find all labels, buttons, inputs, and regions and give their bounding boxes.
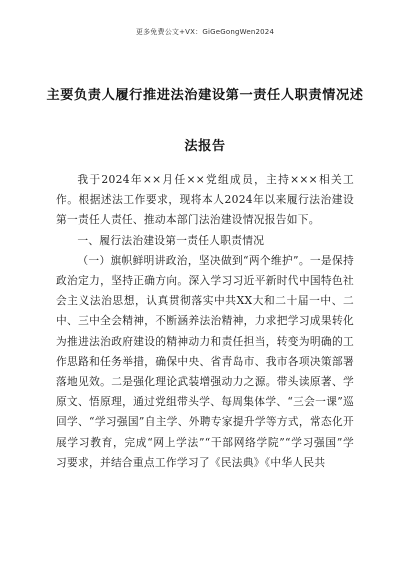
header-note: 更多免费公文+VX：GiGeGongWen2024: [135, 28, 275, 36]
document-title: 主要负责人履行推进法治建设第一责任人职责情况述法报告: [46, 88, 364, 154]
body-paragraph: （一）旗帜鲜明讲政治，坚决做到“两个维护”。一是保持政治定力，坚持正确方向。深入学习习近平新时代中国特色社会主义法治思想，认真贯彻落实中共XX大和二十届一中、二中、三中全会精神，不断涵养法治精神，力求把学习成果转化为推进法治政府建设的精神动力和责任担当，转变为明确的工作思路和任务举措，确保中央、省青岛市、我市各项决策部署落地见效。二是强化理论武装增强动力之源。带头读原著、学原文、悟原理，通过党组带头学、每周集体学、“三会一课”巡回学、“学习强国”自主学、外聘专家提升学等方式，常态化开展学习教育，完成“网上学法”“干部网络学院”“学习强国”学习要求，并结合重点工作学习了《民法典》《中华人民共: [56, 253, 354, 469]
document-body: [56, 170, 354, 473]
section-heading: 一、履行法治建设第一责任人职责情况: [77, 233, 265, 247]
intro-paragraph: 我于2024年××月任××党组成员，主持×××相关工作。根据述法工作要求，现将本人2024年以来履行法治建设第一责任人责任、推动本部门法治建设情况报告如下。: [56, 173, 354, 227]
